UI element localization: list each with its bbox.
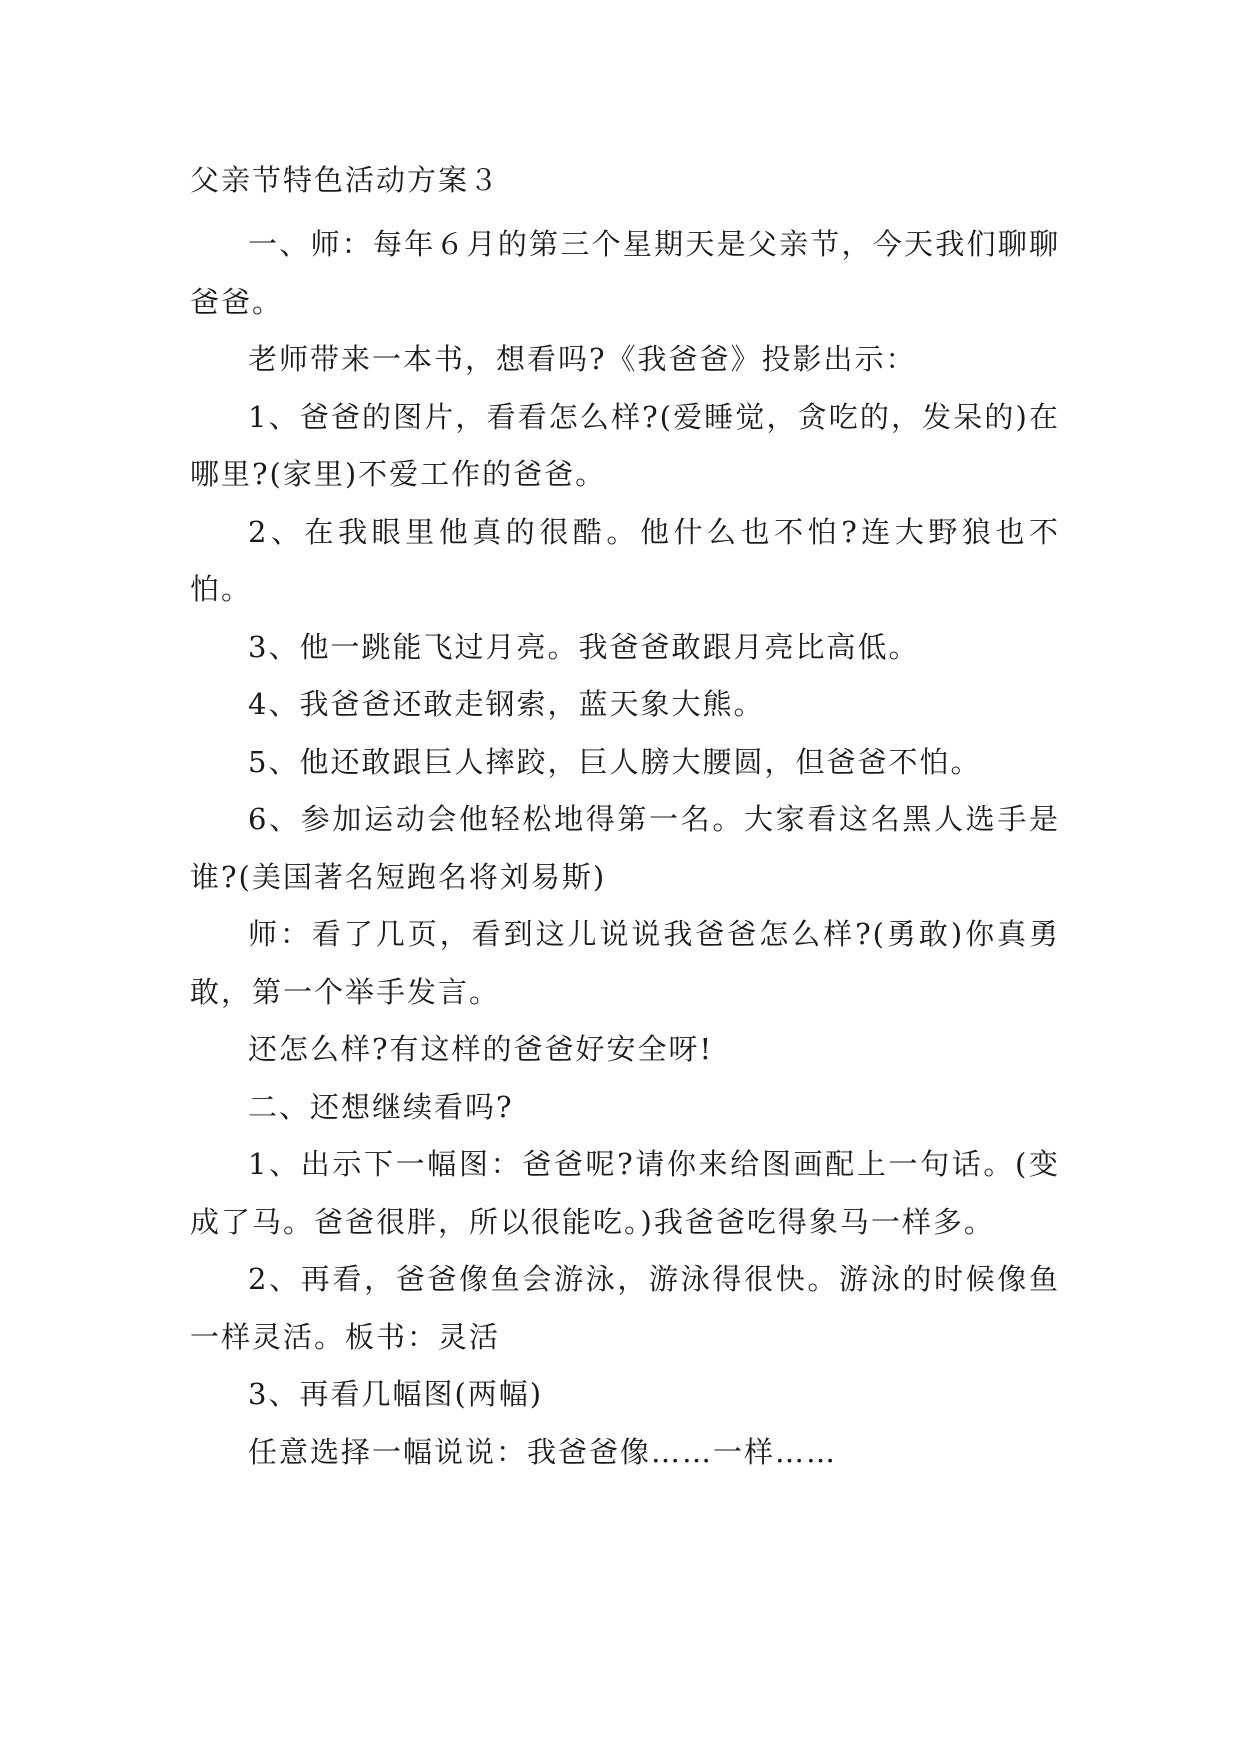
paragraph: 还怎么样?有这样的爸爸好安全呀! [248,1032,714,1066]
paragraph: 一、师：每年６月的第三个星期天是父亲节，今天我们聊聊爸爸。 [190,227,1060,319]
paragraph: 2、在我眼里他真的很酷。他什么也不怕?连大野狼也不怕。 [190,514,1060,606]
document-title: 父亲节特色活动方案３ [190,163,501,197]
paragraph: 1、出示下一幅图：爸爸呢?请你来给图画配上一句话。(变成了马。爸爸很胖，所以很能吃。)我爸爸吃得象马一样多。 [190,1147,1060,1239]
paragraph: 二、还想继续看吗? [248,1089,514,1124]
paragraph: 任意选择一幅说说：我爸爸像……一样…… [248,1434,838,1469]
paragraph: 老师带来一本书，想看吗?《我爸爸》投影出示： [248,342,917,376]
paragraph: 3、他一跳能飞过月亮。我爸爸敢跟月亮比高低。 [248,629,920,664]
paragraph: 师：看了几页，看到这儿说说我爸爸怎么样?(勇敢)你真勇敢，第一个举手发言。 [190,917,1060,1009]
paragraph: 3、再看几幅图(两幅) [248,1377,544,1411]
paragraph: 1、爸爸的图片，看看怎么样?(爱睡觉，贪吃的，发呆的)在哪里?(家里)不爱工作的爸爸。 [190,399,1060,491]
paragraph: 5、他还敢跟巨人摔跤，巨人膀大腰圆，但爸爸不怕。 [248,744,982,779]
document-body [190,216,1060,1481]
paragraph: 6、参加运动会他轻松地得第一名。大家看这名黑人选手是谁?(美国著名短跑名将刘易斯) [190,802,1060,894]
paragraph: 4、我爸爸还敢走钢索，蓝天象大熊。 [248,687,765,721]
paragraph: 2、再看，爸爸像鱼会游泳，游泳得很快。游泳的时候像鱼一样灵活。板书：灵活 [190,1262,1060,1354]
